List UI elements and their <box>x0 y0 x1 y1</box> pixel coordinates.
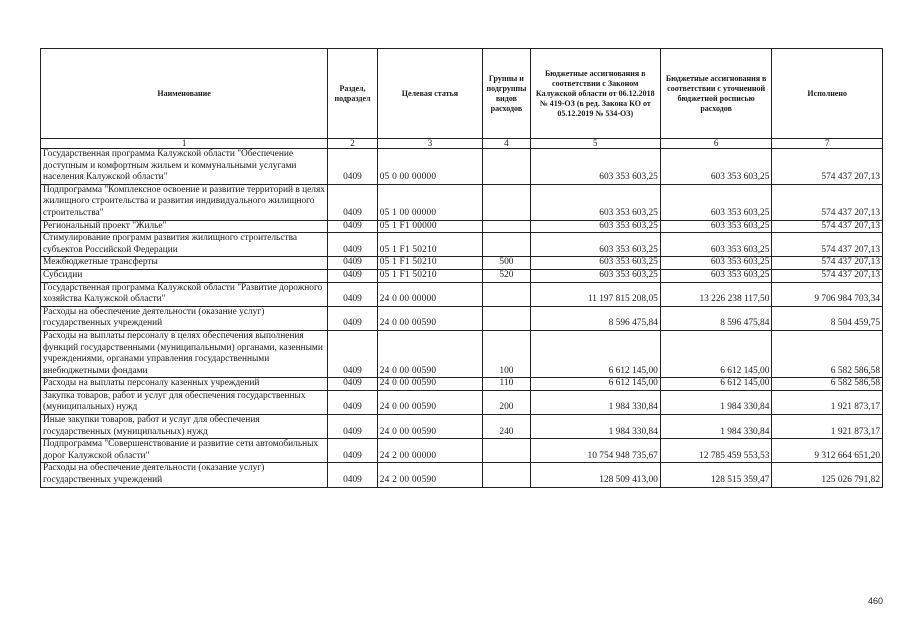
row-executed: 125 026 791,82 <box>772 463 883 487</box>
row-section: 0409 <box>328 220 378 233</box>
row-amount-law: 603 353 603,25 <box>530 149 660 185</box>
row-amount-revised: 1 984 330,84 <box>660 390 772 414</box>
row-group <box>483 306 531 330</box>
column-number: 1 <box>41 139 328 149</box>
row-executed: 9 312 664 651,20 <box>772 439 883 463</box>
row-section: 0409 <box>328 463 378 487</box>
row-name: Государственная программа Калужской области "Развитие дорожного хозяйства Калужской области" <box>41 282 328 306</box>
row-name: Расходы на обеспечение деятельности (оказание услуг) государственных учреждений <box>41 463 328 487</box>
row-amount-revised: 603 353 603,25 <box>660 149 772 185</box>
row-amount-revised: 1 984 330,84 <box>660 415 772 439</box>
row-group <box>483 149 531 185</box>
row-name: Иные закупки товаров, работ и услуг для обеспечения государственных (муниципальных) нужд <box>41 415 328 439</box>
row-name: Расходы на выплаты персоналу казенных учреждений <box>41 378 328 391</box>
row-amount-law: 603 353 603,25 <box>530 220 660 233</box>
row-executed: 574 437 207,13 <box>772 269 883 282</box>
row-amount-revised: 603 353 603,25 <box>660 233 772 257</box>
row-amount-law: 128 509 413,00 <box>530 463 660 487</box>
row-target: 05 1 F1 50210 <box>377 233 482 257</box>
row-amount-law: 6 612 145,00 <box>530 330 660 377</box>
row-executed: 574 437 207,13 <box>772 233 883 257</box>
row-group <box>483 184 531 220</box>
header-group: Группы и подгруппы видов расходов <box>483 49 531 139</box>
row-section: 0409 <box>328 184 378 220</box>
row-group <box>483 220 531 233</box>
header-executed: Исполнено <box>772 49 883 139</box>
row-group: 500 <box>483 257 531 270</box>
row-name: Закупка товаров, работ и услуг для обеспечения государственных (муниципальных) нужд <box>41 390 328 414</box>
row-amount-revised: 12 785 459 553,53 <box>660 439 772 463</box>
row-section: 0409 <box>328 257 378 270</box>
row-executed: 574 437 207,13 <box>772 149 883 185</box>
row-group <box>483 439 531 463</box>
row-section: 0409 <box>328 439 378 463</box>
row-target: 05 1 F1 50210 <box>377 257 482 270</box>
row-group: 520 <box>483 269 531 282</box>
row-amount-law: 603 353 603,25 <box>530 233 660 257</box>
row-amount-revised: 603 353 603,25 <box>660 257 772 270</box>
row-amount-law: 603 353 603,25 <box>530 184 660 220</box>
header-amount-law: Бюджетные ассигнования в соответствии с Законом Калужской области от 06.12.2018 № 419-ОЗ (в ред. Закона КО от 05.12.2019 № 534-ОЗ) <box>530 49 660 139</box>
row-amount-law: 11 197 815 208,05 <box>530 282 660 306</box>
row-amount-law: 1 984 330,84 <box>530 415 660 439</box>
row-amount-revised: 8 596 475,84 <box>660 306 772 330</box>
row-target: 05 0 00 00000 <box>377 149 482 185</box>
row-section: 0409 <box>328 233 378 257</box>
row-executed: 574 437 207,13 <box>772 220 883 233</box>
row-group <box>483 282 531 306</box>
table-row <box>41 306 883 330</box>
row-group: 110 <box>483 378 531 391</box>
column-number: 2 <box>328 139 378 149</box>
row-section: 0409 <box>328 378 378 391</box>
row-target: 05 1 00 00000 <box>377 184 482 220</box>
row-name: Расходы на обеспечение деятельности (оказание услуг) государственных учреждений <box>41 306 328 330</box>
row-section: 0409 <box>328 282 378 306</box>
row-amount-revised: 603 353 603,25 <box>660 220 772 233</box>
row-amount-law: 8 596 475,84 <box>530 306 660 330</box>
row-executed: 1 921 873,17 <box>772 390 883 414</box>
column-number: 5 <box>530 139 660 149</box>
row-group <box>483 233 531 257</box>
row-amount-revised: 128 515 359,47 <box>660 463 772 487</box>
row-target: 24 0 00 00590 <box>377 378 482 391</box>
row-section: 0409 <box>328 149 378 185</box>
row-target: 24 0 00 00590 <box>377 415 482 439</box>
row-name: Субсидии <box>41 269 328 282</box>
row-section: 0409 <box>328 269 378 282</box>
row-executed: 6 582 586,58 <box>772 330 883 377</box>
table-row <box>41 233 883 257</box>
column-number: 6 <box>660 139 772 149</box>
row-group: 100 <box>483 330 531 377</box>
row-group: 240 <box>483 415 531 439</box>
row-name: Государственная программа Калужской области "Обеспечение доступным и комфортным жильем и коммунальными услугами населения Калужской области" <box>41 149 328 185</box>
table-row <box>41 415 883 439</box>
table-row <box>41 463 883 487</box>
header-target: Целевая статья <box>377 49 482 139</box>
table-row <box>41 378 883 391</box>
budget-table <box>40 48 883 488</box>
row-amount-revised: 6 612 145,00 <box>660 330 772 377</box>
column-number: 4 <box>483 139 531 149</box>
row-amount-law: 6 612 145,00 <box>530 378 660 391</box>
table-row <box>41 149 883 185</box>
row-amount-revised: 6 612 145,00 <box>660 378 772 391</box>
column-number: 7 <box>772 139 883 149</box>
table-row <box>41 257 883 270</box>
row-target: 05 1 F1 00000 <box>377 220 482 233</box>
table-row <box>41 439 883 463</box>
row-target: 24 2 00 00000 <box>377 439 482 463</box>
table-row <box>41 282 883 306</box>
table-row <box>41 220 883 233</box>
row-target: 24 0 00 00590 <box>377 306 482 330</box>
row-executed: 1 921 873,17 <box>772 415 883 439</box>
budget-sheet <box>40 48 883 488</box>
table-row <box>41 330 883 377</box>
row-amount-revised: 603 353 603,25 <box>660 269 772 282</box>
row-amount-law: 603 353 603,25 <box>530 257 660 270</box>
row-section: 0409 <box>328 330 378 377</box>
row-executed: 6 582 586,58 <box>772 378 883 391</box>
row-target: 05 1 F1 50210 <box>377 269 482 282</box>
row-amount-law: 10 754 948 735,67 <box>530 439 660 463</box>
row-name: Стимулирование программ развития жилищного строительства субъектов Российской Федерации <box>41 233 328 257</box>
row-amount-revised: 13 226 238 117,50 <box>660 282 772 306</box>
row-section: 0409 <box>328 306 378 330</box>
row-executed: 574 437 207,13 <box>772 257 883 270</box>
row-executed: 9 706 984 703,34 <box>772 282 883 306</box>
row-name: Региональный проект "Жилье" <box>41 220 328 233</box>
row-name: Межбюджетные трансферты <box>41 257 328 270</box>
row-executed: 574 437 207,13 <box>772 184 883 220</box>
row-amount-revised: 603 353 603,25 <box>660 184 772 220</box>
row-section: 0409 <box>328 415 378 439</box>
row-group <box>483 463 531 487</box>
row-target: 24 0 00 00590 <box>377 330 482 377</box>
header-amount-revised: Бюджетные ассигнования в соответствии с уточненной бюджетной росписью расходов <box>660 49 772 139</box>
row-amount-law: 1 984 330,84 <box>530 390 660 414</box>
table-row <box>41 269 883 282</box>
row-name: Подпрограмма "Совершенствование и развитие сети автомобильных дорог Калужской области" <box>41 439 328 463</box>
table-row <box>41 390 883 414</box>
table-row <box>41 184 883 220</box>
row-name: Подпрограмма "Комплексное освоение и развитие территорий в целях жилищного строительства и развития индивидуального жилищного строительства" <box>41 184 328 220</box>
row-target: 24 0 00 00000 <box>377 282 482 306</box>
header-name: Наименование <box>41 49 328 139</box>
row-amount-law: 603 353 603,25 <box>530 269 660 282</box>
header-section: Раздел, подраздел <box>328 49 378 139</box>
row-executed: 8 504 459,75 <box>772 306 883 330</box>
row-target: 24 0 00 00590 <box>377 390 482 414</box>
row-target: 24 2 00 00590 <box>377 463 482 487</box>
column-number: 3 <box>377 139 482 149</box>
header-row <box>41 49 883 139</box>
row-name: Расходы на выплаты персоналу в целях обеспечения выполнения функций государственными (муниципальными) органами, казенными учреждениями, органами управления государственными внебюджетными фондами <box>41 330 328 377</box>
row-section: 0409 <box>328 390 378 414</box>
column-number-row <box>41 139 883 149</box>
page-number: 460 <box>868 596 884 606</box>
row-group: 200 <box>483 390 531 414</box>
